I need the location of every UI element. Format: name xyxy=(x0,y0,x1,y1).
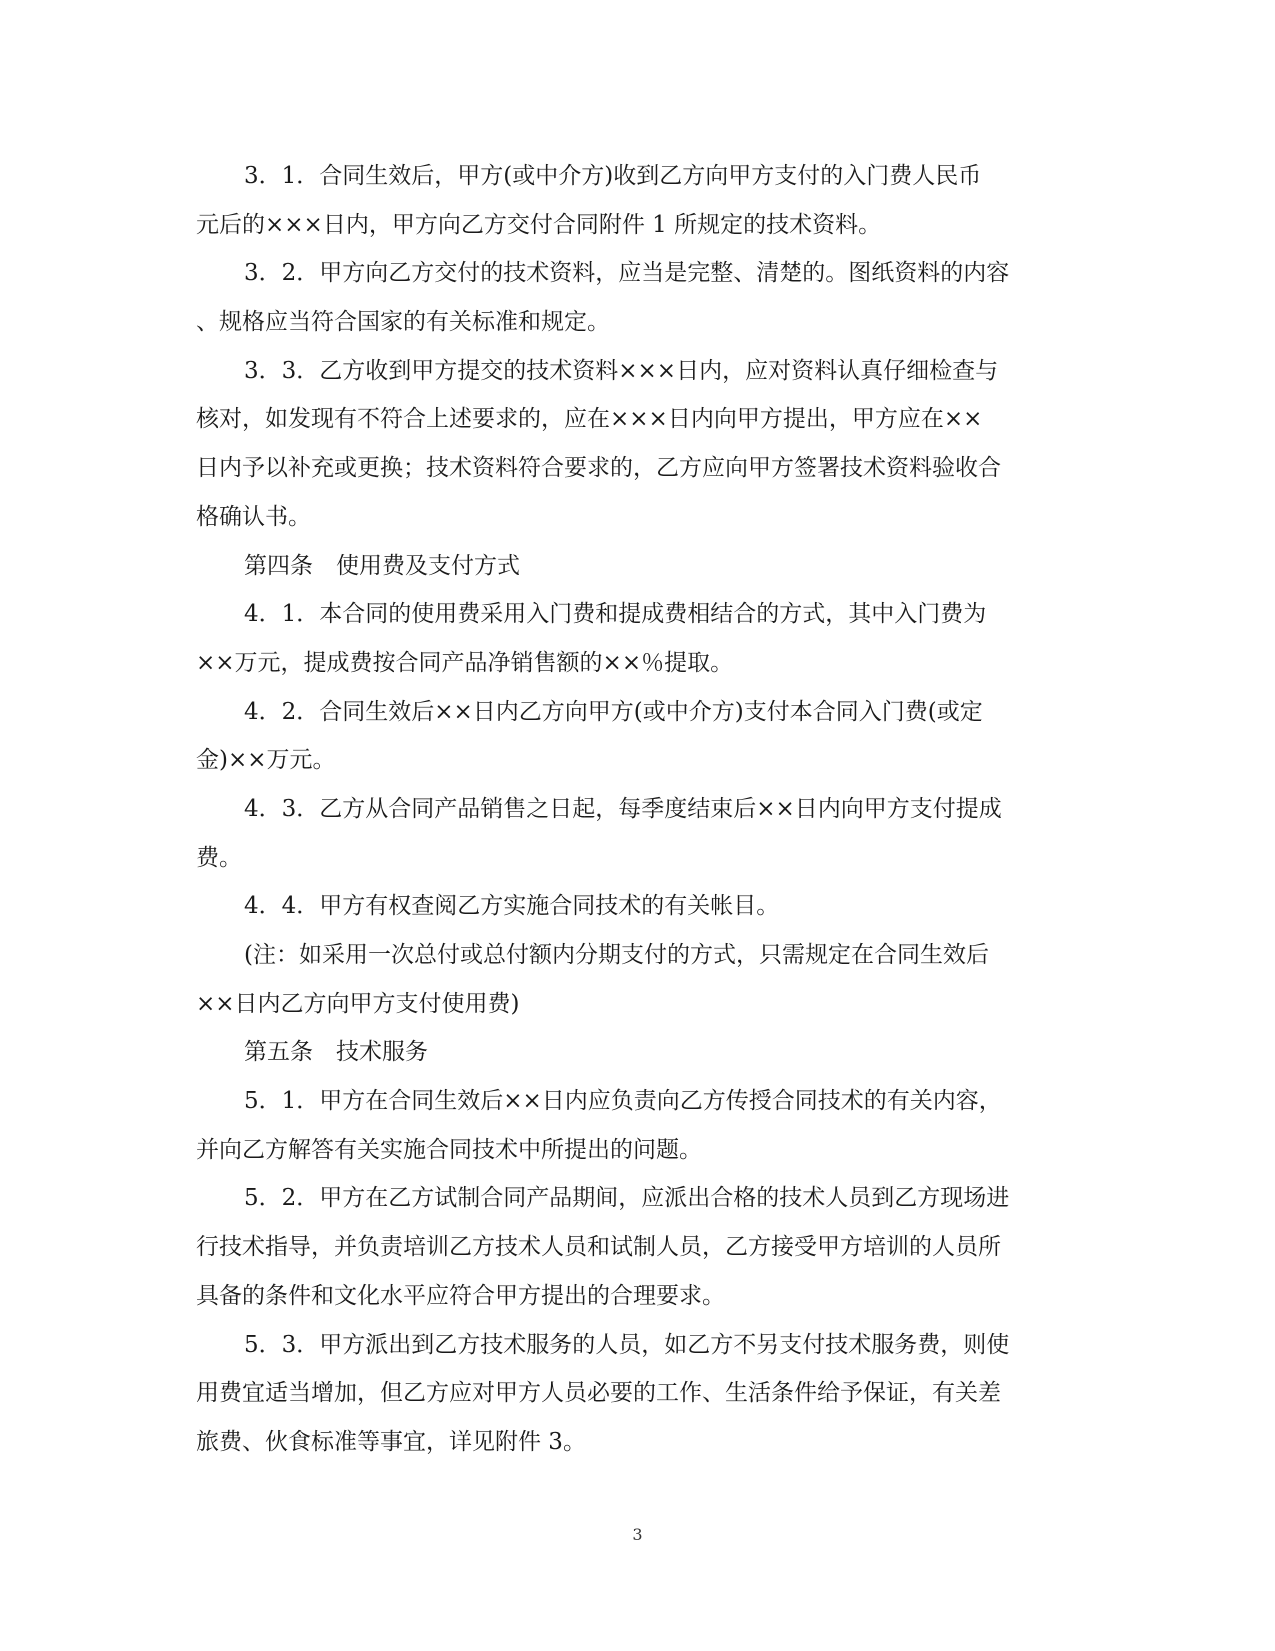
text-line: 3．2．甲方向乙方交付的技术资料，应当是完整、清楚的。图纸资料的内容 xyxy=(244,260,1010,287)
text-line: 具备的条件和文化水平应符合甲方提出的合理要求。 xyxy=(196,1282,725,1309)
text-line: 行技术指导，并负责培训乙方技术人员和试制人员，乙方接受甲方培训的人员所 xyxy=(196,1234,1001,1261)
text-line: 4．1．本合同的使用费采用入门费和提成费相结合的方式，其中入门费为 xyxy=(244,601,987,628)
text-line: 4．2．合同生效后××日内乙方向甲方(或中介方)支付本合同入门费(或定 xyxy=(244,698,983,725)
text-line: 旅费、伙食标准等事宜，详见附件 3。 xyxy=(196,1428,586,1455)
text-line: 5．2．甲方在乙方试制合同产品期间，应派出合格的技术人员到乙方现场进 xyxy=(244,1185,1010,1212)
section-heading: 第四条 使用费及支付方式 xyxy=(244,552,520,579)
section-heading: 第五条 技术服务 xyxy=(244,1039,428,1066)
text-line: 4．3．乙方从合同产品销售之日起，每季度结束后××日内向甲方支付提成 xyxy=(244,795,1002,822)
text-line: 日内予以补充或更换；技术资料符合要求的，乙方应向甲方签署技术资料验收合 xyxy=(196,455,1001,482)
text-line: 并向乙方解答有关实施合同技术中所提出的问题。 xyxy=(196,1136,702,1163)
text-line: 元后的×××日内，甲方向乙方交付合同附件 1 所规定的技术资料。 xyxy=(196,211,882,238)
text-line: 格确认书。 xyxy=(196,503,311,530)
text-line: 费。 xyxy=(196,844,242,871)
text-line: ××万元，提成费按合同产品净销售额的××％提取。 xyxy=(196,649,734,676)
text-line: 核对，如发现有不符合上述要求的，应在×××日内向甲方提出，甲方应在×× xyxy=(196,406,983,433)
text-line: 5．1．甲方在合同生效后××日内应负责向乙方传授合同技术的有关内容， xyxy=(244,1088,1002,1115)
text-line: 用费宜适当增加，但乙方应对甲方人员必要的工作、生活条件给予保证，有关差 xyxy=(196,1380,1001,1407)
text-line: 5．3．甲方派出到乙方技术服务的人员，如乙方不另支付技术服务费，则使 xyxy=(244,1331,1010,1358)
text-line: 4．4．甲方有权查阅乙方实施合同技术的有关帐目。 xyxy=(244,893,780,920)
text-line: 、规格应当符合国家的有关标准和规定。 xyxy=(196,309,610,336)
document-body xyxy=(196,152,1064,1467)
page-number: 3 xyxy=(632,1525,643,1544)
text-line: 3．1．合同生效后，甲方(或中介方)收到乙方向甲方支付的入门费人民币 xyxy=(244,163,982,189)
note-line: ××日内乙方向甲方支付使用费) xyxy=(196,990,520,1017)
note-line: (注：如采用一次总付或总付额内分期支付的方式，只需规定在合同生效后 xyxy=(244,942,989,968)
text-line: 金)××万元。 xyxy=(196,747,336,774)
text-line: 3．3．乙方收到甲方提交的技术资料×××日内，应对资料认真仔细检查与 xyxy=(244,357,999,384)
